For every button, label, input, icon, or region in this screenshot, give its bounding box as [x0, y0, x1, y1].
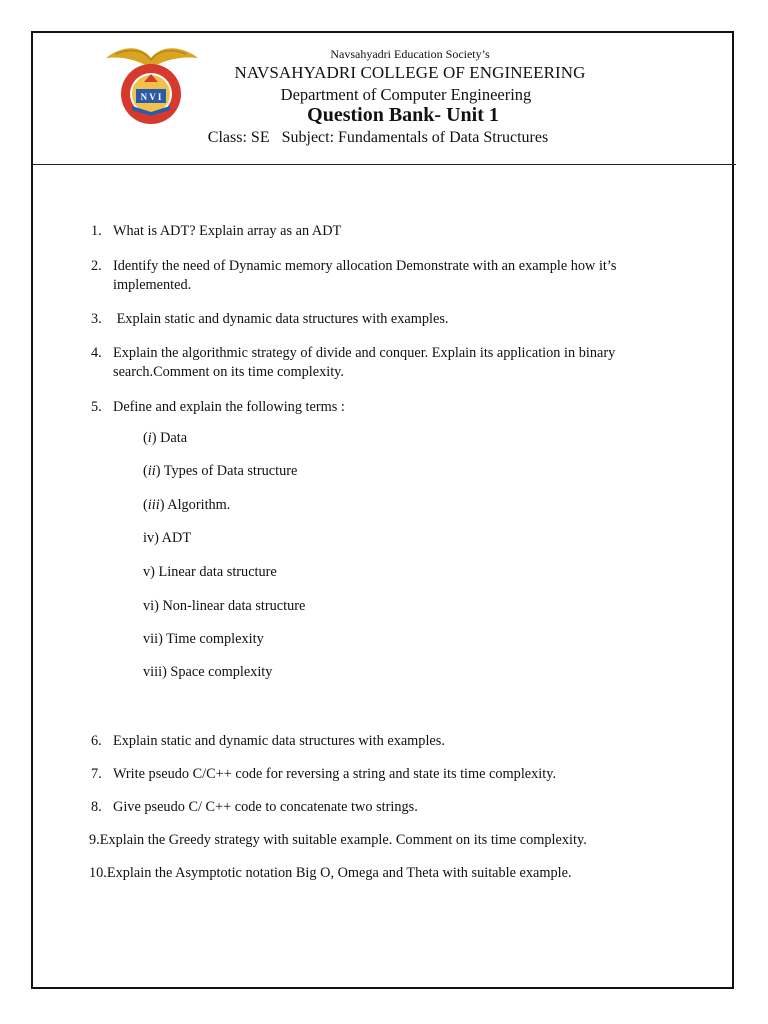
class-subject-line [128, 129, 628, 147]
class-label: Class: SE [207, 129, 270, 146]
term-item: v) Linear data structure [143, 564, 277, 580]
question-number: 4. [91, 345, 102, 361]
department-name: Department of Computer Engineering [280, 85, 532, 104]
term-text: Algorithm. [164, 497, 231, 513]
term-text: Types of Data structure [160, 463, 298, 479]
question-number: 2. [91, 258, 102, 274]
question-text: What is ADT? Explain array as an ADT [113, 223, 342, 239]
question-number: 6. [91, 733, 102, 749]
term-item: (i) Data [143, 430, 188, 446]
question-text: Explain static and dynamic data structures with examples. [113, 311, 449, 327]
term-item: vii) Time complexity [143, 631, 264, 647]
term-item: iv) ADT [143, 530, 192, 546]
term-roman: iii [147, 497, 160, 513]
header-divider [31, 164, 736, 165]
subject-label: Subject: Fundamentals of Data Structures [281, 129, 549, 146]
question-number: 8. [91, 799, 102, 815]
question-text: Give pseudo C/ C++ code to concatenate two strings. [113, 799, 418, 815]
term-item: viii) Space complexity [143, 664, 273, 680]
term-item: (iii) Algorithm. [143, 497, 231, 513]
question-number: 3. [91, 311, 102, 327]
question-text: Explain the algorithmic strategy of divide and conquer. Explain its application in binary search.Comment on its time complexity. [113, 345, 616, 380]
question-text: Identify the need of Dynamic memory allocation Demonstrate with an example how it’s implemented. [113, 258, 617, 293]
term-roman: i [147, 430, 152, 446]
society-name: Navsahyadri Education Society’s [330, 47, 490, 61]
term-text: Data [156, 430, 188, 446]
question-text: Explain static and dynamic data structures with examples. [113, 733, 445, 749]
question-item: 10.Explain the Asymptotic notation Big O, Omega and Theta with suitable example. [89, 865, 572, 881]
question-number: 7. [91, 766, 102, 782]
college-name: NAVSAHYADRI COLLEGE OF ENGINEERING [234, 63, 586, 82]
question-item: 9.Explain the Greedy strategy with suitable example. Comment on its time complexity. [89, 832, 587, 848]
question-number: 1. [91, 223, 102, 239]
term-item: vi) Non-linear data structure [143, 598, 306, 614]
term-item: (ii) Types of Data structure [143, 463, 298, 479]
svg-text:N V I: N V I [140, 92, 162, 102]
term-roman: ii [147, 463, 156, 479]
question-text: Define and explain the following terms : [113, 399, 345, 415]
question-text: Write pseudo C/C++ code for reversing a string and state its time complexity. [113, 766, 557, 782]
page-title: Question Bank- Unit 1 [307, 104, 499, 126]
question-number: 5. [91, 399, 102, 415]
